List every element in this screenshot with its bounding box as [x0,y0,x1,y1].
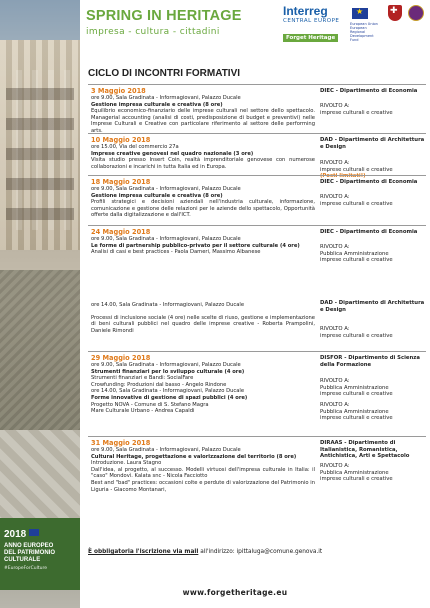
notice-email: all'indirizzo: ipittaluga@comune.genova.it [198,549,323,555]
event-date: 3 Maggio 2018 [91,87,146,95]
event-department: DAD - Dipartimento di Architettura e Design [320,137,425,150]
audience-line: RIVOLTO A: [320,378,350,384]
event-date: 31 Maggio 2018 [91,439,151,447]
badge-line2: DEL PATRIMONIO [4,550,55,556]
section-title: CICLO DI INCONTRI FORMATIVI [88,68,241,79]
event-audience [320,244,425,264]
event-block [88,436,426,522]
event-text-line: Analisi di casi e best practices - Paola Dameri, Massimo Albanese [91,249,261,256]
course-title-text: Le forme di partnership pubblico-privato per il settore culturale (4 ore) [91,242,300,249]
eu-flag-icon [352,8,368,19]
course-title-text: Strumenti finanziari per lo sviluppo culturale (4 ore) [91,368,245,375]
genova-crest-icon [388,5,402,21]
event-body [91,186,315,219]
audience-line: Pubblica Amministrazione [320,408,389,415]
event-department: DIEC - Dipartimento di Economia [320,179,418,185]
event-audience-afternoon [320,326,425,339]
event-text-line: ore 9.00, Sala Gradinata - Informagiovani, Palazzo Ducale [91,95,241,101]
events-list [88,84,426,522]
event-block [88,175,426,225]
audience-line: imprese culturali e creative [320,200,393,207]
event-course-title [91,243,315,250]
badge-line1: ANNO EUROPEO [4,543,54,549]
registration-notice [88,549,322,555]
badge-year: 2018 [4,529,27,540]
event-course-title [91,102,315,109]
audience-line: RIVOLTO A: [320,244,350,250]
audience-line: imprese culturali e creative [320,332,393,339]
website-link[interactable]: www.forgetheritage.eu [182,588,288,597]
event-text-line: Mare Culturale Urbano - Andrea Capaldi [91,408,195,415]
event-department: DIEC - Dipartimento di Economia [320,229,418,235]
event-body [91,362,315,415]
event-text-line: Visita studio presso Insert Coin, realtà imprenditoriale genovese con numerose collaborazioni e incarichi in tutta Italia ed in Europa. [91,157,315,170]
badge-line3: CULTURALE [4,557,41,563]
event-department-afternoon: DAD - Dipartimento di Architettura e Design [320,300,425,313]
event-audience [320,378,425,398]
audience-line: RIVOLTO A: [320,103,350,109]
event-text-line: Profili strategici e decisioni aziendali nell'industria culturale, informazione, comunicazione e gestione delle relazioni per le aziende dello spettacolo, Opportunità offerte dalla digitalizzazione e dall'ICT. [91,199,315,219]
event-text-line: Processi di inclusione sociale (4 ore) nelle scelte di riuso, gestione e implementazione di beni culturali pubblici nel quadro delle imprese creative - Roberta Prampolini, Daniele Rimondi [91,314,315,334]
event-text-line: ore 15.00, Via del commercio 27a [91,144,179,150]
audience-line: imprese culturali e creative [320,257,393,264]
event-block [88,84,426,133]
interreg-brand: Interreg [283,4,328,18]
audience-line: imprese culturali e creative [320,166,393,173]
event-date: 10 Maggio 2018 [91,136,151,144]
interreg-region: CENTRAL EUROPE [283,18,340,24]
course-title-text: Gestione impresa culturale e creativa (8 ore) [91,101,223,108]
audience-line: Pubblica Amministrazione [320,469,389,476]
audience-line: Pubblica Amministrazione [320,384,389,391]
event-block [88,351,426,436]
page-title: SPRING IN HERITAGE [86,8,242,24]
audience-line: RIVOLTO A: [320,402,350,408]
event-text-line: ore 14.00, Sala Gradinata - Informagiovani, Palazzo Ducale [91,302,245,308]
heritage-year-badge [0,518,80,590]
event-text-line: ore 9.00, Sala Gradinata - Informagiovani, Palazzo Ducale [91,236,241,242]
event-audience [320,194,425,207]
notice-bold: È obbligatoria l'iscrizione via mail [88,549,199,555]
event-course-title [91,395,315,402]
project-label: Forget Heritage [283,34,338,42]
course-title-text: Imprese creative genovesi nel quadro nazionale (3 ore) [91,150,254,157]
event-text-line: Equilibrio economico-finanziario delle imprese culturali nel settore dello spettacolo. Managerial accounting (analisi di costi, predisposizione di budget e preventivi) nelle Imprese Culturali e Creative con particolare riferimento al settore delle performing arts. [91,108,315,134]
event-department: DISFOR - Dipartimento di Scienza della Formazione [320,355,420,368]
audience-line: RIVOLTO A: [320,326,350,332]
page-subtitle: impresa - cultura - cittadini [86,27,220,37]
event-text-line: ore 9.00, Sala Gradinata - Informagiovani, Palazzo Ducale [91,362,241,368]
eu-flag-icon [29,529,39,536]
event-date: 29 Maggio 2018 [91,354,151,362]
event-course-title [91,369,315,376]
badge-hashtag: #EuropeForCulture [4,566,48,571]
event-block [88,225,426,351]
event-block [88,133,426,180]
event-text-line: Dall'idea, al progetto, al successo. Modelli virtuosi dell'impresa culturale in Italia: il "caso" Mondovì. Kalata snc - Nicola Facciotto [91,466,315,480]
event-text-line: ore 14.00, Sala Gradinata - Informagiovani, Palazzo Ducale [91,388,245,395]
course-title-text: Cultural Heritage, progettazione e valorizzazione del territorio (8 ore) [91,453,297,460]
audience-line: imprese culturali e creative [320,109,393,116]
event-department: DIEC - Dipartimento di Economia [320,88,418,94]
event-body [91,447,315,493]
audience-line: imprese culturali e creative [320,476,393,483]
event-course-title [91,454,315,461]
audience-line: imprese culturali e creative [320,415,393,422]
audience-line: RIVOLTO A: [320,194,350,200]
event-body [91,95,315,135]
event-course-title [91,193,315,200]
event-body [91,236,315,256]
event-audience [320,463,425,483]
event-text-line: ore 9.00, Sala Gradinata - Informagiovani, Palazzo Ducale [91,447,241,453]
event-text-line: ore 9.00, Sala Gradinata - Informagiovani, Palazzo Ducale [91,186,241,192]
event-text-line: Progetto NOVA - Comune di S. Stefano Magra [91,401,209,408]
audience-line: RIVOLTO A: [320,160,350,166]
palazzo-photo [0,0,80,608]
audience-line: RIVOLTO A: [320,463,350,469]
event-text-line: Strumenti finanziari e Bandi: SocialFare [91,375,194,382]
limited-seats-note: (Posti limitati!) [320,173,366,180]
event-audience-afternoon [320,402,425,422]
event-audience [320,103,425,116]
event-body-afternoon [91,302,315,334]
event-body [91,144,315,170]
event-text-line: Introduzione. Laura Stagno [91,460,162,467]
course-title-text: Forme innovative di gestione di spazi pubblici (4 ore) [91,394,248,401]
eu-fund-note: European Union European Regional Development Fund [350,22,378,42]
audience-line: imprese culturali e creative [320,391,393,398]
audience-line: Pubblica Amministrazione [320,250,389,257]
event-text-line: Best and "bad" practices: occasioni colte e perdute di valorizzazione del Patrimonio in Liguria - Giacomo Montanari, [91,479,315,493]
city-crest-icon [408,5,424,21]
event-text-line: Crowfunding: Produzioni dal basso - Angelo Rindone [91,381,227,388]
photo-windows [6,70,74,230]
event-date: 24 Maggio 2018 [91,228,151,236]
course-title-text: Gestione impresa culturale e creativa (8 ore) [91,192,223,199]
event-department: DIRAAS - Dipartimento di Italianistica, Romanistica, Antichistica, Arti e Spettacolo [320,440,410,459]
event-date: 18 Maggio 2018 [91,178,151,186]
